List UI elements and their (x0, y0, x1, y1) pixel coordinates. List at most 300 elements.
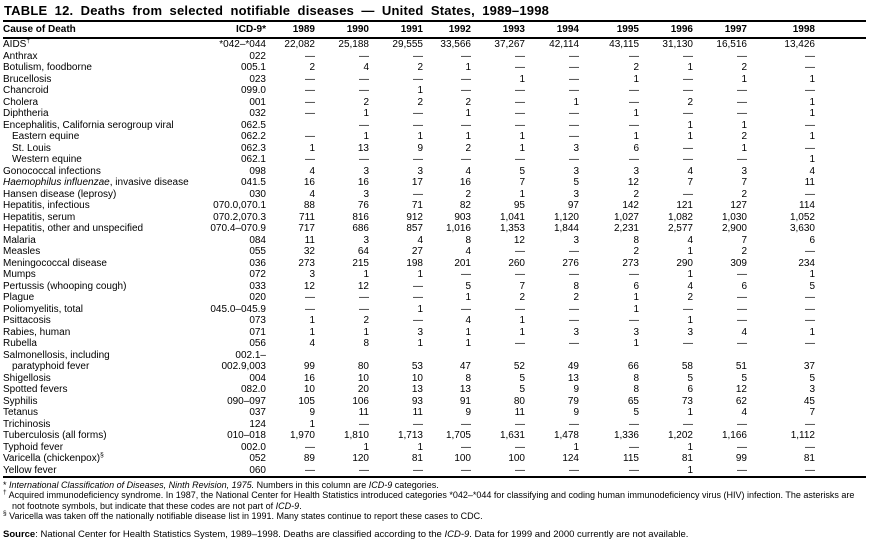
year-cell: — (805, 85, 815, 96)
year-cell: 43,115 (609, 39, 639, 50)
year-cell: — (369, 465, 423, 478)
year-cell: 903 (454, 211, 471, 223)
year-cell: 3 (363, 188, 369, 200)
year-cell: — (461, 269, 471, 280)
year-cell: 1 (417, 303, 423, 315)
year-cell: 66 (627, 361, 639, 372)
year-cell: 7 (519, 177, 525, 188)
year-cell: 2 (687, 292, 693, 303)
year-cell: — (413, 280, 423, 292)
table-row (3, 281, 866, 293)
year-cell: 3 (573, 234, 579, 246)
year-cell: 11 (358, 407, 369, 418)
year-cell: 3 (633, 326, 639, 338)
text-segment: Varicella was taken off the nationally notifiable disease list in 1991. Many states continue to report these cases to CDC. (9, 511, 483, 522)
table-row (3, 304, 866, 316)
year-cell: — (737, 418, 747, 430)
year-cell: 3 (309, 269, 315, 280)
table-row (3, 177, 866, 189)
year-cell: — (629, 315, 639, 326)
year-cell: 17 (411, 177, 423, 188)
year-cell: 1 (633, 108, 639, 119)
icd-cell: 099.0 (240, 85, 266, 96)
icd-cell: 124 (249, 418, 266, 430)
year-cell: 4 (309, 165, 315, 177)
year-cell: 1 (309, 326, 315, 338)
year-cell: — (629, 154, 639, 165)
year-cell: 3 (809, 384, 815, 395)
cause-cell: Yellow fever (3, 465, 208, 478)
year-cell: — (305, 441, 315, 453)
year-cell: 1 (809, 326, 815, 338)
year-cell: — (805, 338, 815, 349)
year-cell: 11 (804, 177, 815, 188)
icd-cell: 062.5 (240, 119, 266, 131)
year-cell: — (683, 142, 693, 154)
year-cell: 1 (417, 441, 423, 453)
year-cell: 4 (809, 165, 815, 177)
year-cell: — (515, 303, 525, 315)
table-row (3, 246, 866, 258)
year-cell: — (569, 50, 579, 62)
year-cell: — (515, 154, 525, 165)
year-cell: — (569, 269, 579, 280)
year-cell: 51 (735, 361, 747, 372)
year-cell: — (737, 315, 747, 326)
cause-cell: Botulism, foodborne (3, 62, 92, 73)
footnote (3, 511, 866, 521)
year-cell: 2 (741, 62, 747, 73)
year-cell: 3 (741, 165, 747, 177)
year-cell: 79 (567, 395, 579, 407)
year-cell: — (413, 188, 423, 200)
cause-cell: Cholera (3, 96, 39, 108)
year-cell: 201 (454, 257, 471, 269)
icd-cell: 062.1 (240, 154, 266, 165)
year-cell: — (805, 441, 815, 453)
year-cell: 1 (687, 119, 693, 131)
year-cell: — (683, 188, 693, 200)
year-cell: 1 (687, 246, 693, 257)
year-cell: 1 (687, 315, 693, 326)
cause-cell: Meningococcal disease (3, 257, 107, 269)
year-cell: 5 (519, 384, 525, 395)
year-cell: — (525, 465, 579, 478)
column-header: 1994 (525, 22, 579, 38)
year-cell: — (461, 418, 471, 430)
year-cell: — (747, 465, 866, 478)
year-cell: — (737, 292, 747, 303)
year-cell: 47 (459, 361, 471, 372)
icd-cell: 004 (249, 372, 266, 384)
year-cell: — (413, 50, 423, 62)
icd-cell: 041.5 (240, 177, 266, 188)
year-cell: 4 (687, 165, 693, 177)
table-title: TABLE 12. Deaths from selected notifiable diseases — United States, 1989–1998 (3, 2, 866, 22)
cause-cell: Spotted fevers (3, 384, 68, 395)
year-cell: 1 (465, 62, 471, 73)
year-cell: 45 (803, 395, 815, 407)
year-cell: 1 (465, 292, 471, 303)
year-cell: 11 (304, 234, 315, 246)
icd-cell: 073 (249, 315, 266, 326)
year-cell: 1 (809, 108, 815, 119)
year-cell: 1,353 (499, 223, 525, 234)
year-cell: — (569, 303, 579, 315)
icd-cell: 090–097 (227, 395, 266, 407)
table-row (3, 315, 866, 327)
cause-cell: Syphilis (3, 395, 38, 407)
year-cell: 1 (741, 142, 747, 154)
year-cell: — (461, 73, 471, 85)
year-cell: — (629, 50, 639, 62)
footnote-marker: § (100, 451, 104, 459)
year-cell: 9 (573, 384, 579, 395)
year-cell: — (805, 50, 815, 62)
year-cell: 1 (633, 292, 639, 303)
year-cell: 215 (352, 257, 369, 269)
table-row (3, 373, 866, 385)
year-cell: 3 (573, 188, 579, 200)
year-cell: 37,267 (494, 39, 525, 50)
icd-cell: 062.3 (240, 142, 266, 154)
year-cell: — (413, 154, 423, 165)
year-cell: 1 (309, 418, 315, 430)
icd-cell: 070.2,070.3 (213, 211, 266, 223)
year-cell: — (305, 96, 315, 108)
year-cell: — (413, 292, 423, 303)
year-cell: 58 (681, 361, 693, 372)
year-cell: — (693, 465, 747, 478)
year-cell: 114 (799, 200, 815, 211)
cause-line-2: paratyphoid fever (12, 361, 90, 372)
table-row (3, 327, 866, 339)
year-cell: 124 (562, 453, 579, 464)
year-cell: 25,188 (338, 39, 369, 50)
icd-cell: 020 (249, 292, 266, 303)
year-cell: 11 (514, 407, 525, 418)
year-cell: 1 (741, 73, 747, 85)
year-cell: 11 (412, 407, 423, 418)
year-cell: 1,112 (790, 430, 815, 441)
cause-cell: Tuberculosis (all forms) (3, 430, 107, 441)
cause-cell: Varicella (chickenpox)§ (3, 451, 104, 464)
year-cell: 73 (681, 395, 693, 407)
year-cell: 2 (417, 62, 423, 73)
year-cell: 290 (676, 257, 693, 269)
icd-cell: 002.1–002.9,003 (221, 349, 266, 372)
year-cell: 7 (687, 177, 693, 188)
year-cell: 1 (519, 142, 525, 154)
icd-cell: 055 (249, 246, 266, 257)
cause-italic: Haemophilus influenzae (3, 177, 110, 188)
year-cell: 13 (411, 384, 423, 395)
icd-cell: 082.0 (240, 384, 266, 395)
year-cell: 2 (309, 62, 315, 73)
year-cell: 6 (809, 234, 815, 246)
year-cell: 4 (309, 188, 315, 200)
cause-cell: Western equine (12, 154, 82, 165)
year-cell: — (629, 441, 639, 453)
year-cell: — (683, 303, 693, 315)
column-header: 1995 (579, 22, 639, 38)
icd-cell: 023 (249, 73, 266, 85)
year-cell: 717 (298, 223, 315, 234)
year-cell: 5 (741, 372, 747, 384)
icd-cell: 045.0–045.9 (210, 303, 266, 315)
year-cell: 309 (730, 257, 747, 269)
year-cell: — (737, 50, 747, 62)
year-cell: 2 (741, 246, 747, 257)
year-cell: 1 (519, 315, 525, 326)
year-cell: 80 (357, 361, 369, 372)
year-cell: 816 (352, 211, 369, 223)
cause-cell: Haemophilus influenzae, invasive disease (3, 177, 189, 188)
year-cell: 3 (687, 326, 693, 338)
year-cell: 5 (519, 372, 525, 384)
year-cell: 2 (465, 142, 471, 154)
footnote (3, 490, 866, 511)
year-cell: 1 (363, 441, 369, 453)
year-cell: — (569, 85, 579, 96)
year-cell: 1,082 (667, 211, 693, 223)
year-cell: 2 (633, 246, 639, 257)
text-segment: : National Center for Health Statistics System, 1989–1998. Deaths are classified according to the (35, 528, 445, 540)
year-cell: 7 (741, 177, 747, 188)
year-cell: — (305, 303, 315, 315)
year-cell (266, 120, 315, 132)
cause-cell: Eastern equine (12, 131, 80, 142)
table-row (3, 166, 866, 178)
year-cell: 5 (573, 177, 579, 188)
cause-cell: Trichinosis (3, 418, 51, 430)
year-cell: 9 (465, 407, 471, 418)
table-header (3, 22, 866, 38)
year-cell: 2 (465, 188, 471, 200)
icd-cell: 071 (249, 326, 266, 338)
cause-cell: AIDS† (3, 37, 30, 50)
year-cell: — (569, 108, 579, 119)
icd-cell: 001 (249, 96, 266, 108)
icd-cell: 036 (249, 257, 266, 269)
year-cell: — (683, 108, 693, 119)
year-cell: 121 (676, 200, 693, 211)
year-cell: 1 (687, 269, 693, 280)
year-cell: — (413, 73, 423, 85)
year-cell: 1,030 (721, 211, 747, 223)
year-cell: — (305, 50, 315, 62)
year-cell: 1 (309, 315, 315, 326)
year-cell: 62 (735, 395, 747, 407)
table-row (3, 465, 866, 478)
source-note (3, 529, 866, 540)
year-cell: 1 (363, 108, 369, 119)
year-cell: — (515, 119, 525, 131)
table-row (3, 292, 866, 304)
table-row (3, 200, 866, 212)
year-cell: 13 (459, 384, 471, 395)
year-cell: 1,713 (397, 430, 423, 441)
year-cell: 2 (633, 62, 639, 73)
cause-cell: Typhoid fever (3, 441, 64, 453)
year-cell: 2 (741, 188, 747, 200)
table-row (3, 74, 866, 86)
year-cell: 1 (573, 96, 579, 108)
year-cell: 2 (363, 315, 369, 326)
year-cell: 80 (513, 395, 525, 407)
year-cell: 711 (299, 211, 315, 223)
table-row (3, 131, 866, 143)
year-cell: 32 (303, 246, 315, 257)
year-cell: — (315, 465, 369, 478)
year-cell: — (629, 85, 639, 96)
year-cell: 7 (741, 234, 747, 246)
icd-cell: 056 (249, 338, 266, 349)
year-cell: 16 (459, 177, 471, 188)
year-cell: 22,082 (284, 39, 315, 50)
footnote-marker: † (26, 37, 30, 45)
year-cell: — (305, 154, 315, 165)
year-cell: 8 (633, 372, 639, 384)
year-cell: 12 (735, 384, 747, 395)
year-cell: 1 (465, 131, 471, 142)
year-cell: 27 (411, 246, 423, 257)
year-cell: 1,120 (553, 211, 579, 223)
icd-cell: 060 (208, 465, 266, 478)
year-cell: 8 (633, 384, 639, 395)
year-cell: 1 (633, 338, 639, 349)
year-cell: 81 (803, 453, 815, 464)
year-cell: 8 (465, 234, 471, 246)
year-cell: 13,426 (784, 39, 815, 50)
year-cell: — (805, 62, 815, 73)
year-cell: 3 (573, 326, 579, 338)
year-cell: — (515, 108, 525, 119)
year-cell: — (515, 246, 525, 257)
column-header: 1993 (471, 22, 525, 38)
text-segment: . (299, 500, 302, 511)
year-cell: 1,027 (613, 211, 639, 223)
year-cell: 64 (357, 246, 369, 257)
year-cell: — (805, 188, 815, 200)
year-cell: 6 (633, 280, 639, 292)
table-row (3, 419, 866, 431)
year-cell: — (515, 418, 525, 430)
footnote-marker: § (3, 510, 7, 518)
year-cell: 71 (411, 200, 423, 211)
icd-cell: 037 (249, 407, 266, 418)
year-cell: 3 (573, 142, 579, 154)
year-cell: 2 (687, 96, 693, 108)
table-row (3, 97, 866, 109)
year-cell: 1 (519, 73, 525, 85)
text-segment: ICD-9 (444, 528, 470, 540)
year-cell: 12 (357, 280, 369, 292)
year-cell: — (359, 154, 369, 165)
year-cell: — (805, 418, 815, 430)
year-cell: — (569, 73, 579, 85)
text-segment: Acquired immunodeficiency syndrome. In 1987, the National Center for Health Statistics introduced categories *042–*044 for classifying and coding human immunodeficiency virus (HIV) infection. The asterisks are not footnote symbols, but indicate that these codes are not part of (8, 490, 855, 511)
year-cell: 89 (303, 453, 315, 464)
table-row (3, 223, 866, 235)
year-cell: 1 (465, 338, 471, 349)
table-row (3, 212, 866, 224)
year-cell: 7 (519, 280, 525, 292)
year-cell: — (569, 62, 579, 73)
year-cell: — (629, 119, 639, 131)
year-cell: 106 (352, 395, 369, 407)
year-cell: 3 (363, 165, 369, 177)
year-cell: 1 (363, 131, 369, 142)
cause-cell: Hepatitis, infectious (3, 200, 90, 211)
year-cell: — (359, 73, 369, 85)
year-cell: — (569, 338, 579, 349)
cause-cell: Rubella (3, 338, 37, 349)
year-cell: 1 (465, 108, 471, 119)
year-cell: — (305, 73, 315, 85)
table-row (3, 62, 866, 74)
year-cell: — (569, 119, 579, 131)
year-cell: 1 (519, 326, 525, 338)
table-row (3, 235, 866, 247)
text-segment: Source (3, 528, 36, 540)
year-cell: 1 (687, 407, 693, 418)
year-cell: 16 (303, 372, 315, 384)
column-header: 1989 (266, 22, 315, 38)
year-cell: 5 (519, 165, 525, 177)
year-cell: 82 (459, 200, 471, 211)
year-cell: — (515, 338, 525, 349)
year-cell: 105 (298, 395, 315, 407)
year-cell: 10 (411, 372, 423, 384)
icd-cell: 070.4–070.9 (210, 223, 266, 234)
column-header: Cause of Death (3, 22, 208, 38)
column-header: 1992 (423, 22, 471, 38)
year-cell: 81 (411, 453, 423, 464)
year-cell: 127 (730, 200, 747, 211)
cause-cell: Encephalitis, California serogroup viral (3, 119, 174, 131)
cause-cell: Psittacosis (3, 315, 51, 326)
year-cell: — (569, 418, 579, 430)
year-cell: 8 (633, 234, 639, 246)
icd-cell: 010–018 (227, 430, 266, 441)
year-cell: 99 (735, 453, 747, 464)
year-cell: 76 (357, 200, 369, 211)
table-row (3, 258, 866, 270)
year-cell: — (305, 131, 315, 142)
year-cell: 99 (303, 361, 315, 372)
year-cell: 2 (633, 188, 639, 200)
year-cell: — (683, 85, 693, 96)
year-cell: 10 (357, 372, 369, 384)
year-cell: 1 (809, 96, 815, 108)
year-cell: 2 (465, 96, 471, 108)
year-cell: 12 (513, 234, 525, 246)
year-cell: 1,631 (499, 430, 525, 441)
year-cell: 4 (465, 165, 471, 177)
column-header: ICD-9* (208, 22, 266, 38)
table-row (3, 442, 866, 454)
year-cell: 3 (363, 234, 369, 246)
footnote-marker: † (3, 489, 7, 497)
year-cell: 3 (573, 165, 579, 177)
cause-cell: Chancroid (3, 85, 49, 96)
year-cell: 1 (809, 154, 815, 165)
year-cell: 12 (303, 280, 315, 292)
year-cell: — (737, 303, 747, 315)
year-cell: 1 (633, 73, 639, 85)
icd-cell: 030 (249, 188, 266, 200)
